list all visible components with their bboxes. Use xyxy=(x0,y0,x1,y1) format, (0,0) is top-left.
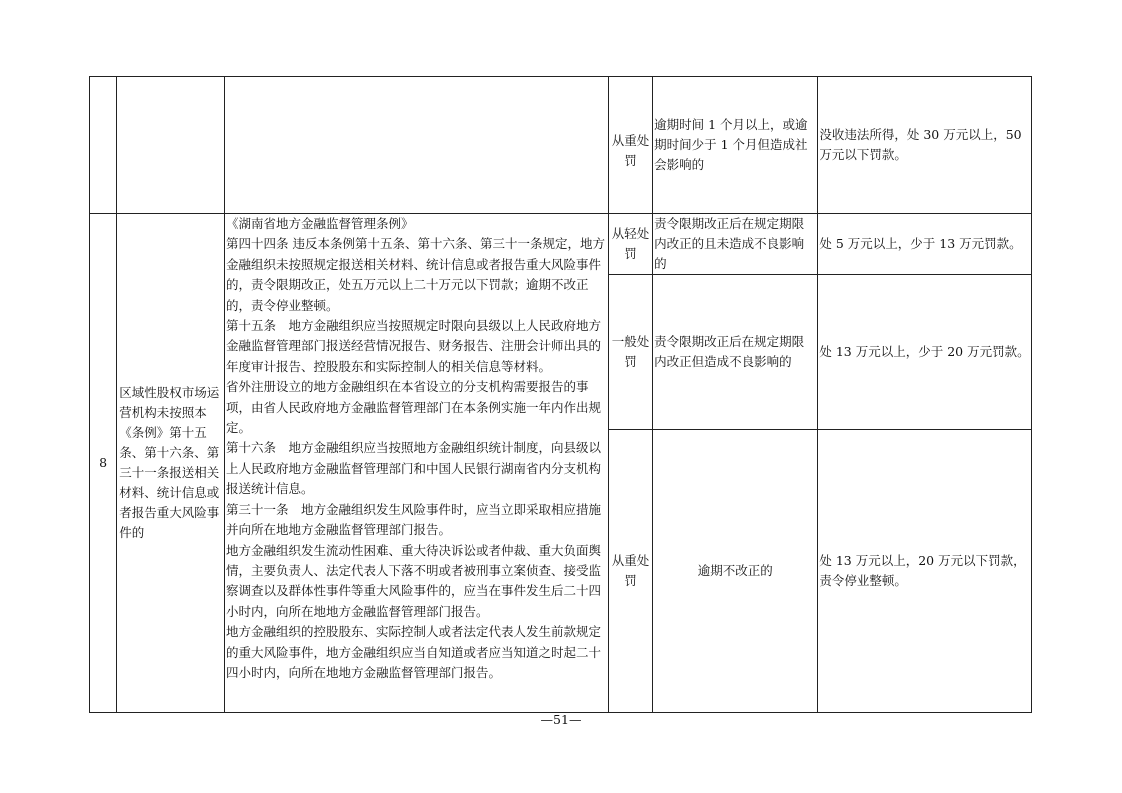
penalty-text: 没收违法所得，处 30 万元以上，50 万元以下罚款。 xyxy=(819,127,1022,162)
severity-label: 一般处罚 xyxy=(611,334,650,369)
condition-text: 责令限期改正后在规定期限内改正的且未造成不良影响的 xyxy=(654,216,805,271)
severity-cell xyxy=(608,275,652,430)
condition-cell xyxy=(653,430,818,713)
violation-text: 区域性股权市场运营机构未按照本《条例》第十五条、第十六条、第三十一条报送相关材料、统计信息或者报告重大风险事件的 xyxy=(119,385,220,540)
table-row-item-8-light xyxy=(90,214,1032,275)
law-article-31-clause-3: 地方金融组织的控股股东、实际控制人或者法定代表人发生前款规定的重大风险事件，地方金融组织应当自知道或者应当知道之时起二十四小时内，向所在地地方金融监督管理部门报告。 xyxy=(225,624,601,680)
violation-cell-empty xyxy=(117,77,225,214)
penalty-cell xyxy=(818,430,1032,713)
law-article-31-clause-2: 地方金融组织发生流动性困难、重大待决诉讼或者仲裁、重大负面舆情，主要负责人、法定代表人下落不明或者被刑事立案侦查、接受监察调查以及群体性事件等重大风险事件的，应当在事件发生后二十四小时内，向所在地地方金融监督管理部门报告。 xyxy=(225,542,601,619)
table-row-continued xyxy=(90,77,1032,214)
penalty-text: 处 13 万元以上，少于 20 万元罚款。 xyxy=(819,344,1030,359)
condition-cell xyxy=(653,275,818,430)
item-number-cell xyxy=(90,214,117,713)
law-article-15: 第十五条 地方金融组织应当按照规定时限向县级以上人民政府地方金融监督管理部门报送经营情况报告、财务报告、注册会计师出具的年度审计报告、控股股东和实际控制人的相关信息等材料。 xyxy=(225,318,601,374)
law-article-16: 第十六条 地方金融组织应当按照地方金融组织统计制度，向县级以上人民政府地方金融监督管理部门和中国人民银行湖南省内分支机构报送统计信息。 xyxy=(225,440,601,497)
condition-cell xyxy=(653,214,818,275)
item-number-cell-empty xyxy=(90,77,117,214)
item-number: 8 xyxy=(99,455,108,470)
severity-cell xyxy=(608,214,652,275)
penalty-text: 处 13 万元以上，20 万元以下罚款，责令停业整顿。 xyxy=(819,553,1026,588)
condition-cell xyxy=(653,77,818,214)
penalty-standard-table xyxy=(89,76,1032,713)
condition-text: 责令限期改正后在规定期限内改正但造成不良影响的 xyxy=(654,334,805,369)
page-number: —51— xyxy=(540,712,582,727)
law-article-31: 第三十一条 地方金融组织发生风险事件时，应当立即采取相应措施并向所在地地方金融监督管理部门报告。 xyxy=(225,501,601,538)
violation-cell xyxy=(117,214,225,713)
penalty-cell xyxy=(818,214,1032,275)
legal-basis-cell-empty xyxy=(224,77,608,214)
severity-label: 从轻处罚 xyxy=(611,226,650,261)
severity-label: 从重处罚 xyxy=(611,553,650,588)
severity-cell xyxy=(608,77,652,214)
condition-text: 逾期时间 1 个月以上，或逾期时间少于 1 个月但造成社会影响的 xyxy=(654,117,808,172)
penalty-cell xyxy=(818,275,1032,430)
condition-text: 逾期不改正的 xyxy=(697,563,773,578)
severity-label: 从重处罚 xyxy=(611,133,650,168)
law-article-15-clause-2: 省外注册设立的地方金融组织在本省设立的分支机构需要报告的事项，由省人民政府地方金融监督管理部门在本条例实施一年内作出规定。 xyxy=(225,379,601,436)
law-title: 《湖南省地方金融监督管理条例》 xyxy=(225,216,414,231)
penalty-text: 处 5 万元以上，少于 13 万元罚款。 xyxy=(819,236,1022,251)
legal-basis-cell xyxy=(224,214,608,713)
law-article-44: 第四十四条 违反本条例第十五条、第十六条、第三十一条规定，地方金融组织未按照规定报送相关材料、统计信息或者报告重大风险事件的，责令限期改正，处五万元以上二十万元以下罚款；逾期不改正的，责令停业整顿。 xyxy=(225,236,605,313)
severity-cell xyxy=(608,430,652,713)
penalty-cell xyxy=(818,77,1032,214)
